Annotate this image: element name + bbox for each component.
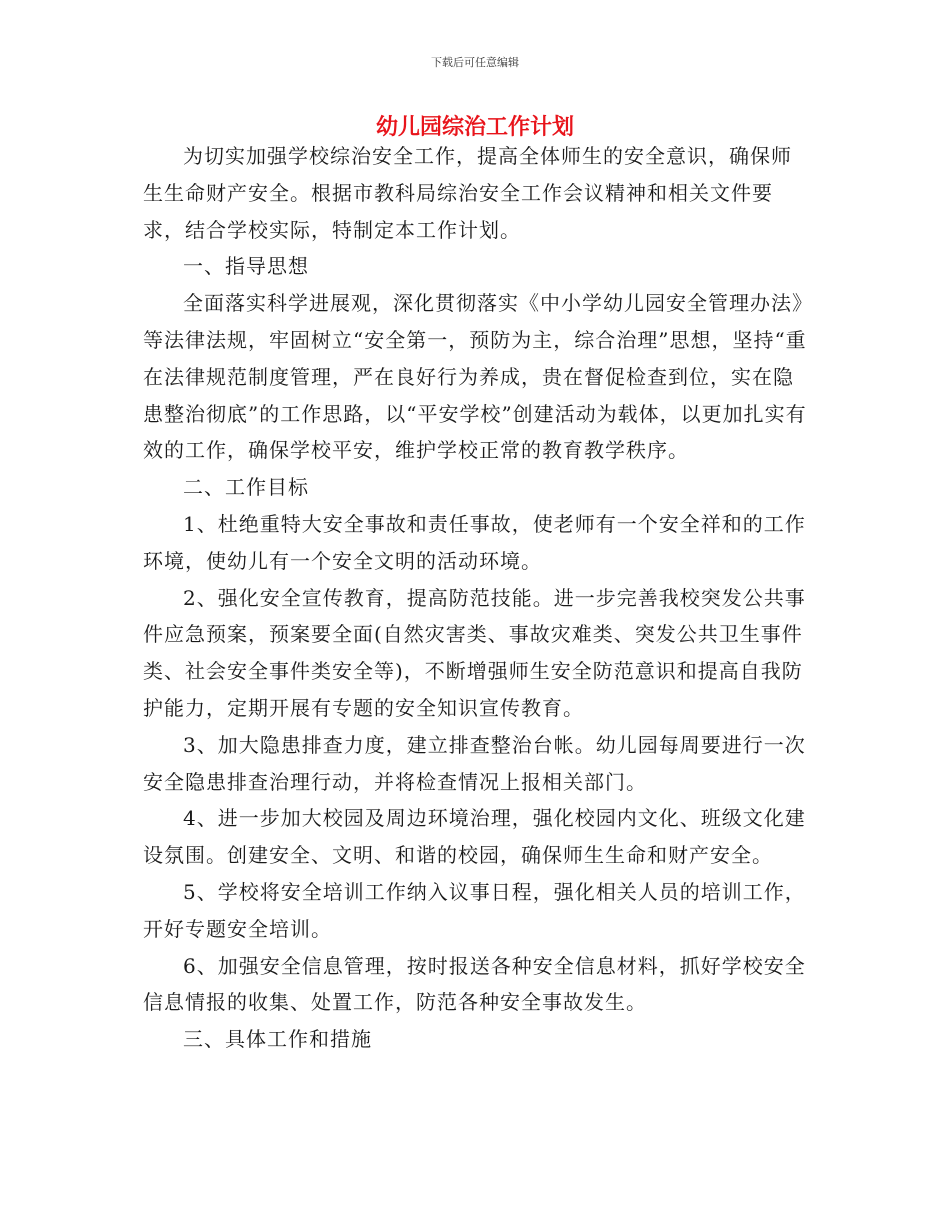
section-heading-specific-measures: 三、具体工作和措施 <box>183 1027 372 1052</box>
guiding-ideology-paragraph: 全面落实科学进展观，深化贯彻落实《中小学幼儿园安全管理办法》等法律法规，牢固树立“安全第一，预防为主，综合治理”思想，坚持“重在法律规范制度管理，严在良好行为养成，贵在督促检查到位，实在隐患整治彻底”的工作思路，以“平安学校”创建活动为载体，以更加扎实有效的工作，确保学校平安，维护学校正常的教育教学秩序。 <box>143 291 807 463</box>
goal-item-1: 1、杜绝重特大安全事故和责任事故，使老师有一个安全祥和的工作环境，使幼儿有一个安全文明的活动环境。 <box>143 511 806 573</box>
goal-item-6: 6、加强安全信息管理，按时报送各种安全信息材料，抓好学校安全信息情报的收集、处置工作，防范各种安全事故发生。 <box>143 953 806 1015</box>
document-title: 幼儿园综治工作计划 <box>375 115 574 140</box>
document-body <box>143 138 811 1058</box>
goal-item-4: 4、进一步加大校园及周边环境治理，强化校园内文化、班级文化建设氛围。创建安全、文明、和谐的校园，确保师生生命和财产安全。 <box>143 806 806 868</box>
section-heading-work-goals: 二、工作目标 <box>183 475 309 500</box>
section-heading-guiding-ideology: 一、指导思想 <box>183 254 309 279</box>
intro-paragraph: 为切实加强学校综治安全工作，提高全体师生的安全意识，确保师生生命财产安全。根据市教科局综治安全工作会议精神和相关文件要求，结合学校实际，特制定本工作计划。 <box>143 144 792 242</box>
page-header: 下载后可任意编辑 <box>431 56 519 69</box>
goal-item-5: 5、学校将安全培训工作纳入议事日程，强化相关人员的培训工作，开好专题安全培训。 <box>143 879 806 941</box>
goal-item-3: 3、加大隐患排查力度，建立排查整治台帐。幼儿园每周要进行一次安全隐患排查治理行动，并将检查情况上报相关部门。 <box>143 732 806 794</box>
goal-item-2: 2、强化安全宣传教育，提高防范技能。进一步完善我校突发公共事件应急预案，预案要全面(自然灾害类、事故灾难类、突发公共卫生事件类、社会安全事件类安全等)，不断增强师生安全防范意识和提高自我防护能力，定期开展有专题的安全知识宣传教育。 <box>143 585 806 720</box>
